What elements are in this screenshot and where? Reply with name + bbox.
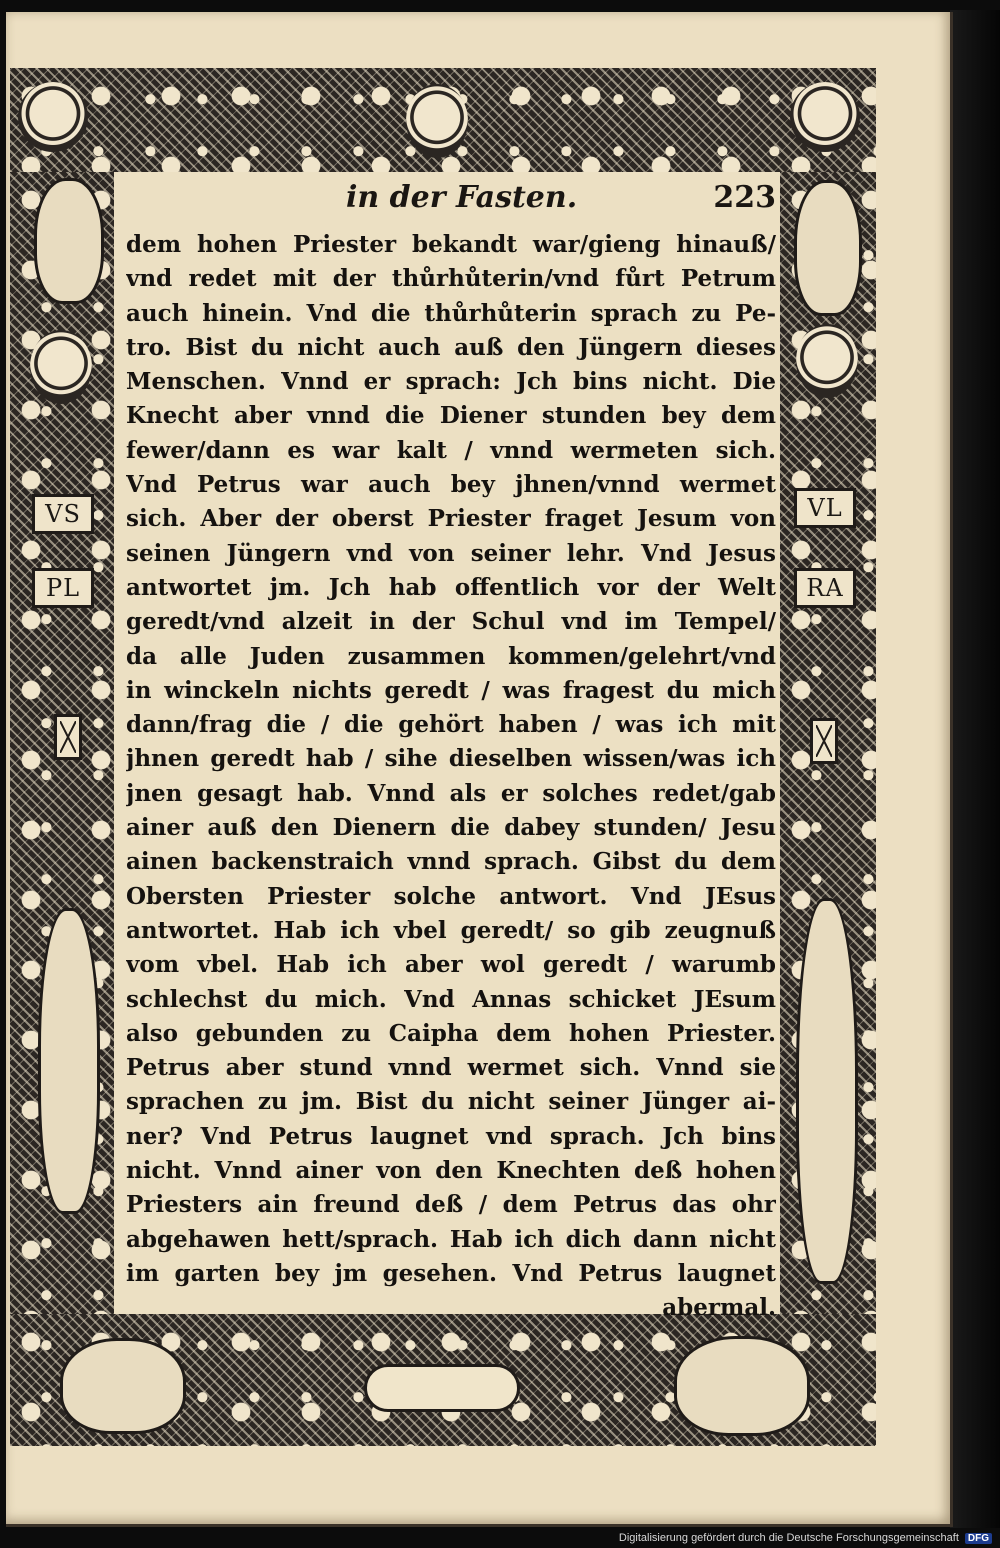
text-line: Obersten Priester solche antwort. Vnd JEsus [126, 882, 776, 910]
right-hourglass-ornament [810, 718, 838, 764]
text-line: dann/frag die / die gehört haben / was ich mit [126, 711, 776, 739]
text-line: sprachen zu jm. Bist du nicht seiner Jünger ai- [126, 1088, 776, 1116]
text-line: Menschen. Vnnd er sprach: Jch bins nicht. Die [126, 368, 776, 396]
bottom-left-beast-ornament [60, 1338, 186, 1434]
running-title: in der Fasten. [346, 180, 578, 215]
cherub-face-ornament [406, 84, 468, 158]
left-caryatid-figure [38, 908, 100, 1214]
text-line: ainer auß den Dienern die dabey stunden/ Jesu [126, 814, 776, 842]
left-orb-ornament [30, 330, 92, 404]
bottom-center-cartouche [364, 1364, 520, 1412]
text-line: antwortet. Hab ich vbel geredt/ so gib zeugnuß [126, 916, 776, 944]
text-line: vnd redet mit der thůrhůterin/vnd fůrt Petrum [126, 265, 776, 293]
left-hourglass-ornament [54, 714, 82, 760]
text-line: ainen backenstraich vnnd sprach. Gibst du dem [126, 848, 776, 876]
page-number: 223 [713, 180, 776, 215]
text-line: Knecht aber vnnd die Diener stunden bey dem [126, 402, 776, 430]
right-caryatid-figure [796, 898, 858, 1284]
text-line: geredt/vnd alzeit in der Schul vnd im Tempel/ [126, 608, 776, 636]
text-line: da alle Juden zusammen kommen/gelehrt/vnd [126, 642, 776, 670]
text-line: nicht. Vnnd ainer von den Knechten deß hohen [126, 1157, 776, 1185]
left-plaque-upper: VS [32, 494, 94, 534]
text-line: antwortet jm. Jch hab offentlich vor der Welt [126, 573, 776, 601]
body-text-block [126, 228, 776, 1326]
text-line: sich. Aber der oberst Priester fraget Jesum von [126, 505, 776, 533]
text-line: schlechst du mich. Vnd Annas schicket JEsum [126, 985, 776, 1013]
text-line: Petrus aber stund vnnd wermet sich. Vnnd sie [126, 1054, 776, 1082]
book-spine-edge [950, 10, 1000, 1528]
right-plaque-lower: RA [794, 568, 856, 608]
right-plaque-upper: VL [794, 488, 856, 528]
book-page [6, 12, 953, 1527]
text-line: Vnd Petrus war auch bey jhnen/vnnd wermet [126, 471, 776, 499]
text-line: abermal. [662, 1294, 776, 1322]
text-line: Priesters ain freund deß / dem Petrus das ohr [126, 1191, 776, 1219]
footer-note-text: Digitalisierung gefördert durch die Deutsche Forschungsgemeinschaft [618, 1532, 959, 1544]
bottom-right-beast-ornament [674, 1336, 810, 1436]
left-plaque-lower: PL [32, 568, 94, 608]
right-orb-ornament [796, 324, 858, 398]
text-line: fewer/dann es war kalt / vnnd wermeten sich. [126, 436, 776, 464]
dfg-logo: DFG [965, 1533, 992, 1544]
text-line: auch hinein. Vnd die thůrhůterin sprach zu Pe- [126, 299, 776, 327]
text-line: jnen gesagt hab. Vnnd als er solches redet/gab [126, 779, 776, 807]
text-line: abgehawen hett/sprach. Hab ich dich dann nicht [126, 1225, 776, 1253]
text-line: jhnen geredt hab / sihe dieselben wissen/was ich [126, 745, 776, 773]
text-line: seinen Jüngern vnd von seiner lehr. Vnd Jesus [126, 539, 776, 567]
scroll-spiral-ornament-right [790, 82, 860, 152]
text-line: in winckeln nichts geredt / was fragest du mich [126, 676, 776, 704]
text-line: also gebunden zu Caipha dem hohen Priester. [126, 1019, 776, 1047]
digitization-footer [619, 1530, 992, 1546]
scroll-spiral-ornament-left [18, 82, 88, 152]
dragon-figure-ornament [794, 180, 862, 316]
running-header [126, 180, 776, 224]
text-line: tro. Bist du nicht auch auß den Jüngern dieses [126, 333, 776, 361]
text-line: vom vbel. Hab ich aber wol geredt / warumb [126, 951, 776, 979]
text-line: im garten bey jm gesehen. Vnd Petrus laugnet [126, 1259, 776, 1287]
text-line: dem hohen Priester bekandt war/gieng hinauß/ [126, 231, 776, 258]
squirrel-figure-ornament [34, 178, 104, 304]
text-line: ner? Vnd Petrus laugnet vnd sprach. Jch bins [126, 1122, 776, 1150]
